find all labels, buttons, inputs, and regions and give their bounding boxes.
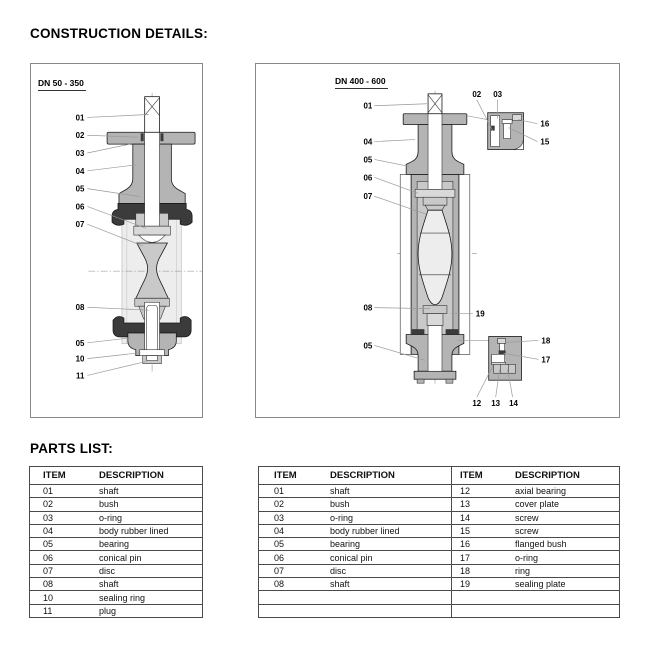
callout-17: 17: [541, 355, 551, 365]
callout-10: 10: [75, 354, 85, 364]
table-cell: 10: [43, 592, 54, 603]
cover-plate-part: [494, 364, 516, 373]
table-cell: flanged bush: [515, 539, 567, 550]
table-cell: 15: [451, 525, 515, 537]
table-cell: 05: [274, 539, 285, 550]
table-cell: 16: [451, 538, 515, 550]
parts-table-right: [258, 466, 620, 618]
table-cell: bearing: [330, 539, 361, 550]
table-row: [259, 497, 619, 510]
column-header: ITEM: [43, 470, 66, 481]
column-header: DESCRIPTION: [515, 470, 580, 481]
table-cell: 06: [274, 552, 285, 563]
table-row: [30, 564, 202, 577]
table-cell: 01: [43, 486, 54, 497]
callout-01: 01: [75, 113, 85, 123]
table-cell: cover plate: [515, 499, 560, 510]
construction-details-heading: CONSTRUCTION DETAILS:: [30, 26, 208, 41]
pipe-flange-left: [400, 174, 411, 354]
callout-08: 08: [363, 303, 373, 313]
shaft-channel-bottom: [428, 326, 442, 372]
table-cell: bush: [330, 499, 350, 510]
diagram-title-dn400-600: DN 400 - 600: [335, 76, 388, 89]
column-header: DESCRIPTION: [99, 470, 164, 481]
callout-03: 03: [493, 89, 503, 99]
table-row: [30, 590, 202, 603]
shaft-channel-top: [428, 114, 442, 190]
table-cell: screw: [515, 526, 539, 537]
table-row: [30, 524, 202, 537]
table-header-row: [30, 467, 202, 484]
table-cell: 03: [43, 512, 54, 523]
table-cell: axial bearing: [515, 486, 567, 497]
table-cell: shaft: [330, 486, 350, 497]
parts-list-heading: PARTS LIST:: [30, 441, 113, 456]
table-cell: 03: [274, 512, 285, 523]
table-cell: 14: [451, 512, 515, 524]
foot-left: [417, 379, 424, 383]
callout-02: 02: [472, 89, 482, 99]
callout-06: 06: [75, 202, 85, 212]
table-cell: o-ring: [330, 512, 354, 523]
table-row: [259, 564, 619, 577]
callout-11: 11: [76, 371, 85, 381]
table-cell: 07: [43, 565, 54, 576]
table-cell: sealing ring: [99, 592, 146, 603]
table-cell: plug: [99, 605, 117, 616]
sealing-plate-part: [427, 314, 443, 326]
table-cell: conical pin: [330, 552, 373, 563]
callout-08: 08: [75, 303, 85, 313]
screw-part: [504, 124, 511, 139]
table-row: [259, 604, 619, 617]
bottom-flange-part: [414, 371, 456, 379]
table-header-row: [259, 467, 619, 484]
table-cell: 02: [274, 499, 285, 510]
diagram-panel-dn50-350: [30, 63, 203, 418]
table-cell: screw: [515, 512, 539, 523]
table-cell: body rubber lined: [330, 526, 400, 537]
table-row: [30, 484, 202, 497]
table-row: [259, 550, 619, 563]
callout-07: 07: [75, 220, 85, 230]
callout-04: 04: [363, 137, 373, 147]
table-cell: bearing: [99, 539, 130, 550]
callout-06: 06: [363, 173, 373, 183]
table-cell: 08: [274, 579, 285, 590]
disc-neck: [425, 205, 445, 210]
table-cell: 18: [451, 565, 515, 577]
table-cell: 17: [451, 551, 515, 563]
callout-05b: 05: [75, 338, 85, 348]
table-cell: 05: [43, 539, 54, 550]
shaft-channel: [145, 132, 160, 226]
pipe-flange-right: [459, 174, 470, 354]
table-cell: 02: [43, 499, 54, 510]
table-cell: sealing plate: [515, 579, 566, 590]
table-cell: 12: [451, 485, 515, 497]
table-cell: 04: [43, 526, 54, 537]
plug-inner: [147, 356, 158, 361]
callout-12: 12: [472, 399, 482, 409]
table-row: [259, 511, 619, 524]
table-cell: 19: [451, 578, 515, 590]
table-cell: conical pin: [99, 552, 142, 563]
column-header: ITEM: [451, 467, 515, 484]
diagram-title-dn50-350: DN 50 - 350: [38, 78, 86, 91]
sealing-ring-part: [140, 350, 165, 356]
callout-13: 13: [491, 399, 501, 409]
column-header: DESCRIPTION: [330, 470, 395, 481]
parts-table-left: [29, 466, 203, 618]
table-cell: body rubber lined: [99, 526, 169, 537]
table-cell: 13: [451, 498, 515, 510]
column-header: ITEM: [274, 470, 297, 481]
conical-pin-part: [415, 189, 455, 197]
callout-05: 05: [75, 184, 85, 194]
conical-pin-part: [134, 226, 171, 235]
table-row: [30, 511, 202, 524]
callout-19: 19: [475, 309, 485, 319]
table-cell: o-ring: [515, 552, 539, 563]
callout-labels: [76, 113, 85, 380]
callout-18: 18: [541, 336, 551, 346]
bush-channel: [491, 116, 500, 147]
table-row: [259, 577, 619, 590]
table-row: [259, 590, 619, 603]
callout-16: 16: [540, 119, 550, 129]
table-cell: 08: [43, 579, 54, 590]
valve-cross-section-dn400-600: [256, 64, 619, 417]
table-row: [259, 524, 619, 537]
callout-05b: 05: [363, 341, 373, 351]
table-row: [30, 577, 202, 590]
bush-part: [160, 133, 163, 141]
table-cell: [451, 605, 515, 617]
table-row: [30, 550, 202, 563]
table-cell: 04: [274, 526, 285, 537]
valve-cross-section-dn50-350: [31, 64, 202, 417]
table-row: [259, 484, 619, 497]
screw-head: [502, 120, 512, 124]
table-row: [30, 604, 202, 617]
ring-part: [498, 338, 506, 343]
table-row: [259, 537, 619, 550]
table-cell: disc: [330, 565, 347, 576]
table-cell: 06: [43, 552, 54, 563]
table-cell: bush: [99, 499, 119, 510]
callout-15: 15: [540, 137, 550, 147]
bush-part: [141, 133, 144, 141]
diagram-panel-dn400-600: [255, 63, 620, 418]
table-cell: 01: [274, 486, 285, 497]
callout-03: 03: [75, 148, 85, 158]
table-cell: shaft: [99, 579, 119, 590]
callout-04: 04: [75, 166, 85, 176]
table-row: [30, 537, 202, 550]
table-cell: [451, 591, 515, 603]
table-cell: shaft: [330, 579, 350, 590]
table-cell: shaft: [99, 486, 119, 497]
table-cell: 11: [43, 605, 53, 616]
table-cell: ring: [515, 565, 531, 576]
callout-02: 02: [75, 131, 85, 141]
foot-right: [446, 379, 453, 383]
callout-07: 07: [363, 192, 373, 202]
table-cell: o-ring: [99, 512, 123, 523]
table-cell: disc: [99, 565, 116, 576]
disc-hub-top: [423, 197, 447, 205]
callout-05: 05: [363, 155, 373, 165]
table-row: [30, 497, 202, 510]
disc-hub-bottom: [423, 306, 447, 314]
callout-01: 01: [363, 101, 373, 111]
callout-14: 14: [509, 399, 518, 409]
table-cell: 07: [274, 565, 285, 576]
